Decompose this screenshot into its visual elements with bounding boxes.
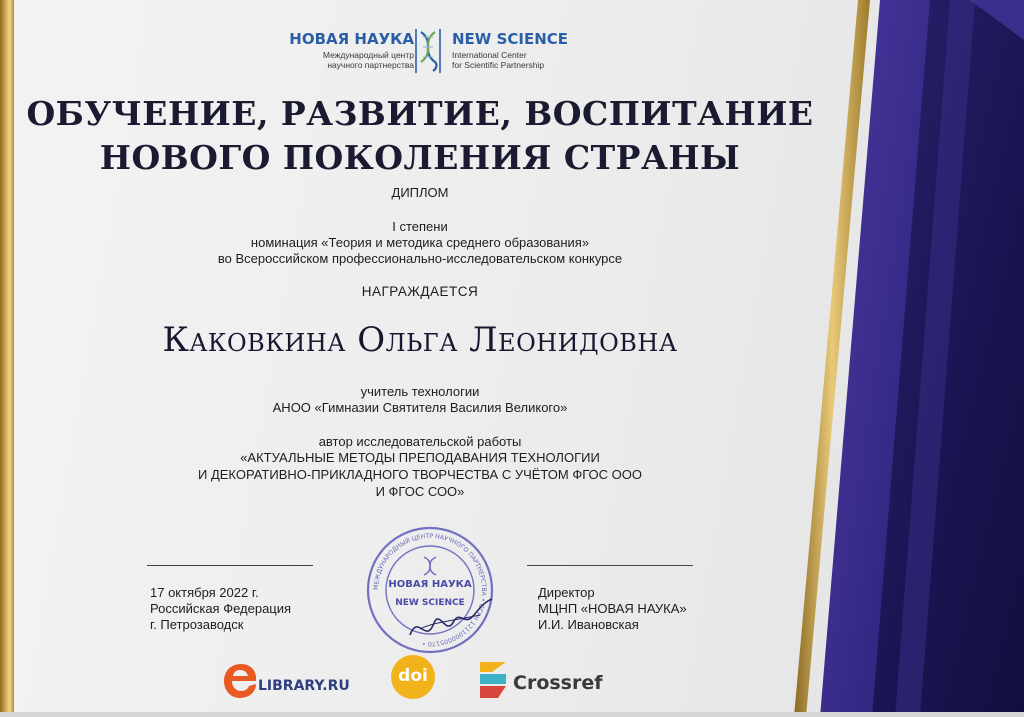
logo-en-sub-line: for Scientific Partnership xyxy=(452,60,545,70)
elibrary-text: LIBRARY.RU xyxy=(258,678,350,694)
diploma-label: ДИПЛОМ xyxy=(391,185,449,200)
elibrary-e-icon xyxy=(222,660,262,700)
issue-city: г. Петрозаводск xyxy=(150,617,244,632)
work-title xyxy=(100,449,740,500)
awarded-label: НАГРАЖДАЕТСЯ xyxy=(361,284,479,299)
logo-en-name: NEW SCIENCE xyxy=(452,30,569,48)
author-label: автор исследовательской работы xyxy=(318,434,522,449)
signature-line-right xyxy=(527,565,693,566)
contest-title xyxy=(20,92,820,180)
doi-text: doi xyxy=(398,666,428,686)
logo-en-subtitle xyxy=(452,50,544,70)
signature-line-left xyxy=(147,565,313,566)
crossref-logo xyxy=(478,658,618,702)
crossref-icon xyxy=(478,660,510,700)
work-title-line: И ДЕКОРАТИВНО-ПРИКЛАДНОГО ТВОРЧЕСТВА С УЧЁТОМ ФГОС ООО xyxy=(198,467,642,482)
bottom-edge xyxy=(0,712,1024,717)
organization-logo xyxy=(262,26,592,76)
title-line: НОВОГО ПОКОЛЕНИЯ СТРАНЫ xyxy=(99,138,741,177)
stamp-center-top: НОВАЯ НАУКА xyxy=(388,579,472,590)
recipient-name: Каковкина Ольга Леонидовна xyxy=(162,320,678,360)
title-line: ОБУЧЕНИЕ, РАЗВИТИЕ, ВОСПИТАНИЕ xyxy=(26,94,814,133)
logo-ru-sub-line: Международный центр xyxy=(322,50,414,60)
logo-ru-sub-line: научного партнерства xyxy=(327,60,414,70)
date-place-block xyxy=(150,585,291,633)
nomination-text: номинация «Теория и методика среднего образования» xyxy=(250,235,590,250)
issue-country: Российская Федерация xyxy=(150,601,292,616)
stamp-ring-text: МЕЖДУНАРОДНЫЙ ЦЕНТР НАУЧНОГО ПАРТНЕРСТВА • ОГРН 1211000005170 • xyxy=(372,532,488,648)
director-title: Директор xyxy=(538,585,595,600)
dna-helix-icon xyxy=(414,26,442,76)
recipient-position: учитель технологии xyxy=(360,384,480,399)
recipient-organization: АНОО «Гимназии Святителя Василия Великого» xyxy=(272,400,568,415)
elibrary-logo xyxy=(222,658,362,702)
contest-text: во Всероссийском профессионально-исследовательском конкурсе xyxy=(217,251,623,266)
official-stamp xyxy=(360,525,500,655)
crossref-text: Crossref xyxy=(513,672,603,694)
work-title-line: И ФГОС СОО» xyxy=(375,484,465,499)
doi-logo xyxy=(390,654,436,700)
director-organization: МЦНП «НОВАЯ НАУКА» xyxy=(538,601,687,616)
logo-ru-subtitle xyxy=(323,50,414,70)
stamp-center-bottom: NEW SCIENCE xyxy=(395,598,465,608)
logo-ru-name: НОВАЯ НАУКА xyxy=(289,30,414,48)
director-name: И.И. Ивановская xyxy=(538,617,639,632)
work-title-line: «АКТУАЛЬНЫЕ МЕТОДЫ ПРЕПОДАВАНИЯ ТЕХНОЛОГИИ xyxy=(240,450,600,465)
logo-en-sub-line: International Center xyxy=(452,50,527,60)
dna-helix-icon xyxy=(424,557,436,575)
director-block xyxy=(538,585,687,633)
degree-text: I степени xyxy=(392,219,448,234)
issue-date: 17 октября 2022 г. xyxy=(150,585,259,600)
